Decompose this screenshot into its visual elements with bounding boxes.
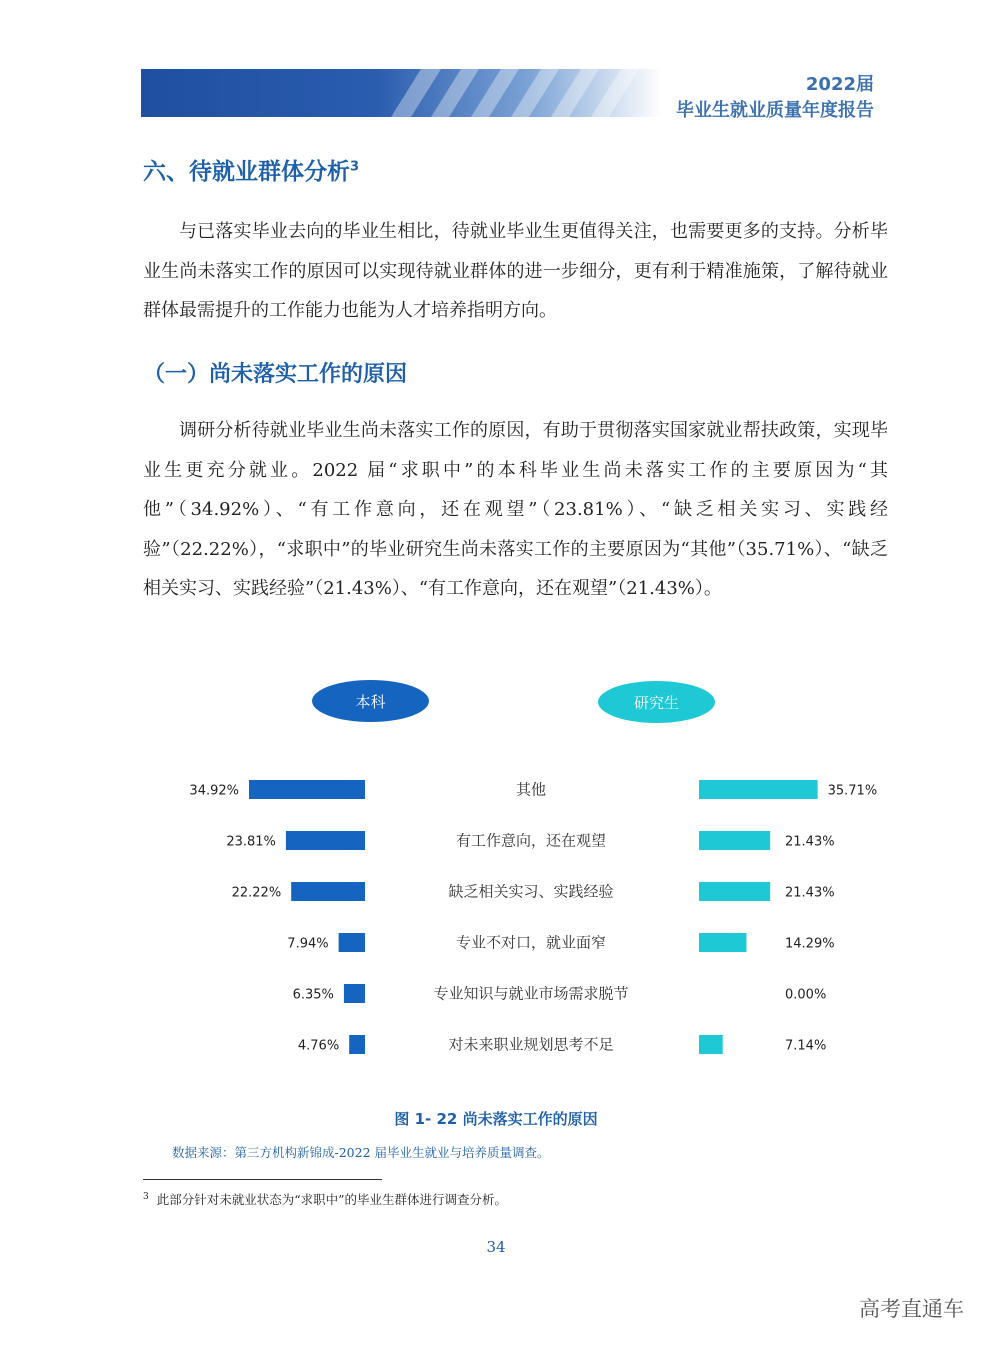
body-paragraph: 调研分析待就业毕业生尚未落实工作的原因，有助于贯彻落实国家就业帮扶政策，实现毕业生更充分就业。2022 届“求职中”的本科毕业生尚未落实工作的主要原因为“其他”（34.92%）、“有工作意向，还在观望”（23.81%）、“缺乏相关实习、实践经验”（22.22%），“求职中”的毕业研究生尚未落实工作的主要原因为“其他”（35.71%）、“缺乏相关实习、实践经验”（21.43%）、“有工作意向，还在观望”（21.43%）。 xyxy=(143,420,888,599)
category-label: 缺乏相关实习、实践经验 xyxy=(448,882,614,901)
label-postgrad: 7.14% xyxy=(785,1038,827,1054)
label-undergrad: 23.81% xyxy=(226,834,276,850)
figure-caption: 图 1- 22 尚未落实工作的原因 xyxy=(394,1110,598,1128)
bar-undergrad xyxy=(344,984,365,1003)
label-postgrad: 21.43% xyxy=(785,885,835,901)
section-title xyxy=(143,153,359,186)
label-postgrad: 35.71% xyxy=(827,783,878,799)
label-undergrad: 22.22% xyxy=(231,885,282,901)
label-undergrad: 7.94% xyxy=(287,936,329,952)
bar-undergrad xyxy=(249,780,365,799)
footnote xyxy=(143,1190,507,1208)
footnote-divider xyxy=(143,1179,382,1180)
page-number: 34 xyxy=(486,1238,506,1256)
bar-postgrad xyxy=(699,780,818,799)
legend-undergrad: 本科 xyxy=(312,680,429,722)
intro-paragraph: 与已落实毕业去向的毕业生相比，待就业毕业生更值得关注，也需要更多的支持。分析毕业生尚未落实工作的原因可以实现待就业群体的进一步细分，更有利于精准施策，了解待就业群体最需提升的工作能力也能为人才培养指明方向。 xyxy=(143,221,888,321)
bar-postgrad xyxy=(699,882,770,901)
bar-undergrad xyxy=(286,831,365,850)
label-undergrad: 6.35% xyxy=(292,987,334,1003)
label-undergrad: 34.92% xyxy=(189,783,239,799)
category-label: 专业不对口，就业面窄 xyxy=(455,933,607,952)
bar-postgrad xyxy=(699,933,746,952)
bar-undergrad xyxy=(291,882,365,901)
label-postgrad: 14.29% xyxy=(785,936,835,952)
bar-postgrad xyxy=(699,831,770,850)
bar-postgrad xyxy=(699,1035,723,1054)
section-title-text: 六、待就业群体分析 xyxy=(143,159,350,185)
category-label: 其他 xyxy=(515,780,547,799)
category-label: 对未来职业规划思考不足 xyxy=(448,1035,614,1054)
subsection-title: （一）尚未落实工作的原因 xyxy=(143,362,408,387)
header-banner-graphic xyxy=(141,69,661,117)
header-banner xyxy=(141,69,661,117)
report-year: 2022届 xyxy=(805,74,874,95)
watermark: 高考直通车 xyxy=(859,1297,964,1321)
label-postgrad: 21.43% xyxy=(785,834,835,850)
legend-postgrad: 研究生 xyxy=(598,681,715,723)
category-label: 专业知识与就业市场需求脱节 xyxy=(433,984,629,1003)
label-undergrad: 4.76% xyxy=(297,1038,340,1054)
data-source: 数据来源：第三方机构新锦成-2022 届毕业生就业与培养质量调查。 xyxy=(172,1145,550,1160)
reasons-chart xyxy=(0,770,992,1070)
bar-undergrad xyxy=(339,933,365,952)
bar-undergrad xyxy=(349,1035,365,1054)
label-postgrad: 0.00% xyxy=(785,987,827,1003)
category-label: 有工作意向，还在观望 xyxy=(455,831,607,850)
report-title: 毕业生就业质量年度报告 xyxy=(676,100,874,121)
footnote-text: 此部分针对未就业状态为“求职中”的毕业生群体进行调查分析。 xyxy=(156,1192,508,1207)
footnote-ref: 3 xyxy=(350,159,360,175)
footnote-marker: 3 xyxy=(143,1191,149,1202)
